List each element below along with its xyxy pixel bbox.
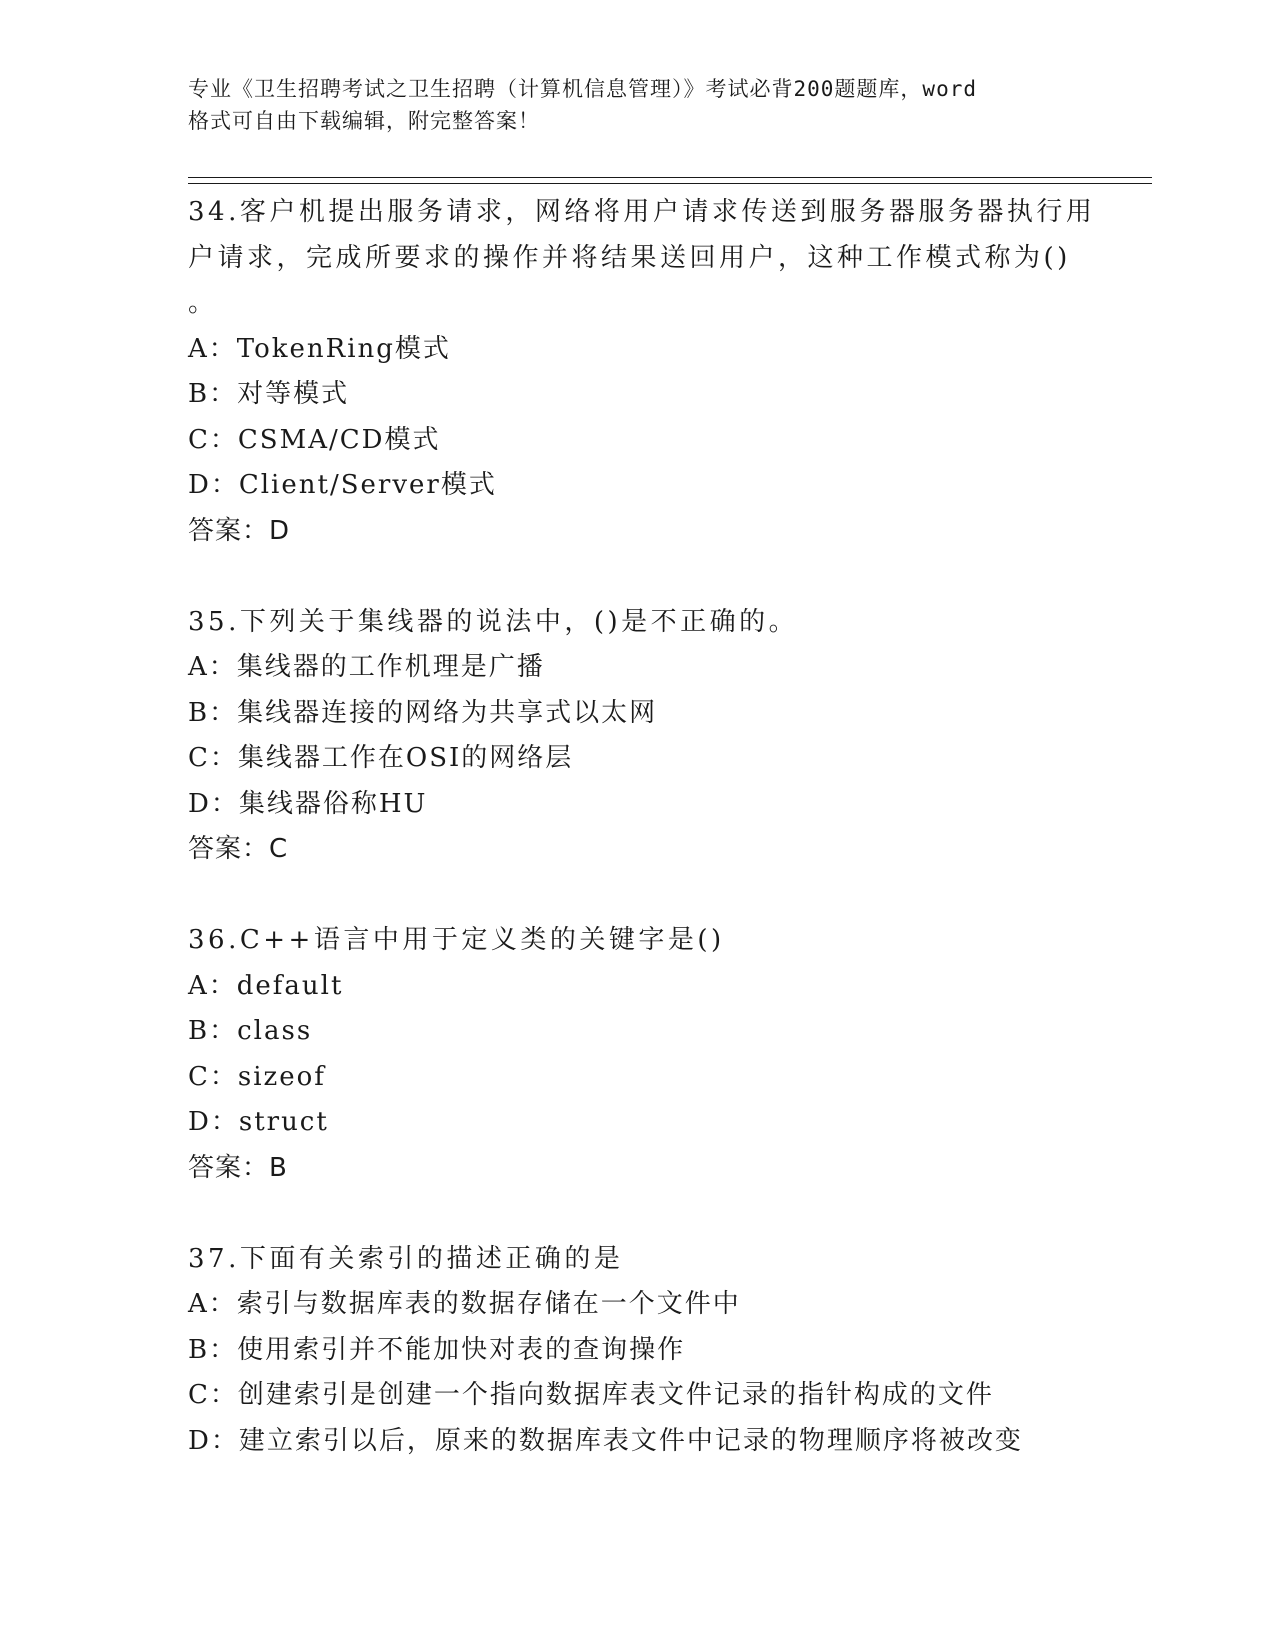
- question-37: [188, 1237, 1148, 1465]
- option-c: C：集线器工作在OSI的网络层: [188, 743, 574, 773]
- document-header: [188, 73, 1088, 137]
- question-spacer: [188, 554, 1148, 600]
- question-text-line: 。: [188, 288, 218, 318]
- option-a: A：索引与数据库表的数据存储在一个文件中: [188, 1289, 741, 1319]
- option-d: D：Client/Server模式: [188, 470, 497, 500]
- question-text-line: 户请求，完成所要求的操作并将结果送回用户，这种工作模式称为(): [188, 242, 1071, 273]
- option-d: D：struct: [188, 1107, 329, 1137]
- header-line-2: 格式可自由下载编辑，附完整答案！: [188, 109, 540, 133]
- answer-line: 答案：B: [188, 1152, 288, 1183]
- question-spacer: [188, 873, 1148, 919]
- answer-line: 答案：C: [188, 834, 289, 864]
- option-c: C：sizeof: [188, 1061, 326, 1092]
- option-a: A：default: [188, 970, 344, 1001]
- header-divider-top: [188, 177, 1152, 178]
- question-35: [188, 600, 1148, 873]
- option-d: D：集线器俗称HU: [188, 788, 428, 819]
- question-text-line: 34.客户机提出服务请求，网络将用户请求传送到服务器服务器执行用: [188, 197, 1096, 227]
- option-b: B：使用索引并不能加快对表的查询操作: [188, 1334, 686, 1365]
- question-text-line: 36.C++语言中用于定义类的关键字是(): [188, 925, 725, 955]
- question-36: [188, 918, 1148, 1191]
- option-c: C：创建索引是创建一个指向数据库表文件记录的指针构成的文件: [188, 1380, 994, 1410]
- option-a: A：TokenRing模式: [188, 333, 451, 364]
- question-text-line: 37.下面有关索引的描述正确的是: [188, 1243, 624, 1274]
- header-line-1: 专业《卫生招聘考试之卫生招聘（计算机信息管理）》考试必背200题题库，word: [188, 77, 977, 101]
- option-a: A：集线器的工作机理是广播: [188, 652, 545, 682]
- answer-line: 答案：D: [188, 515, 291, 546]
- option-b: B：class: [188, 1016, 313, 1046]
- header-divider-bottom: [188, 183, 1152, 184]
- question-text-line: 35.下列关于集线器的说法中，()是不正确的。: [188, 606, 799, 637]
- option-b: B：集线器连接的网络为共享式以太网: [188, 697, 658, 728]
- question-34: [188, 190, 1148, 554]
- option-b: B：对等模式: [188, 379, 350, 409]
- question-spacer: [188, 1191, 1148, 1237]
- question-list: [188, 190, 1148, 1464]
- option-c: C：CSMA/CD模式: [188, 424, 441, 455]
- option-d: D：建立索引以后，原来的数据库表文件中记录的物理顺序将被改变: [188, 1425, 1023, 1456]
